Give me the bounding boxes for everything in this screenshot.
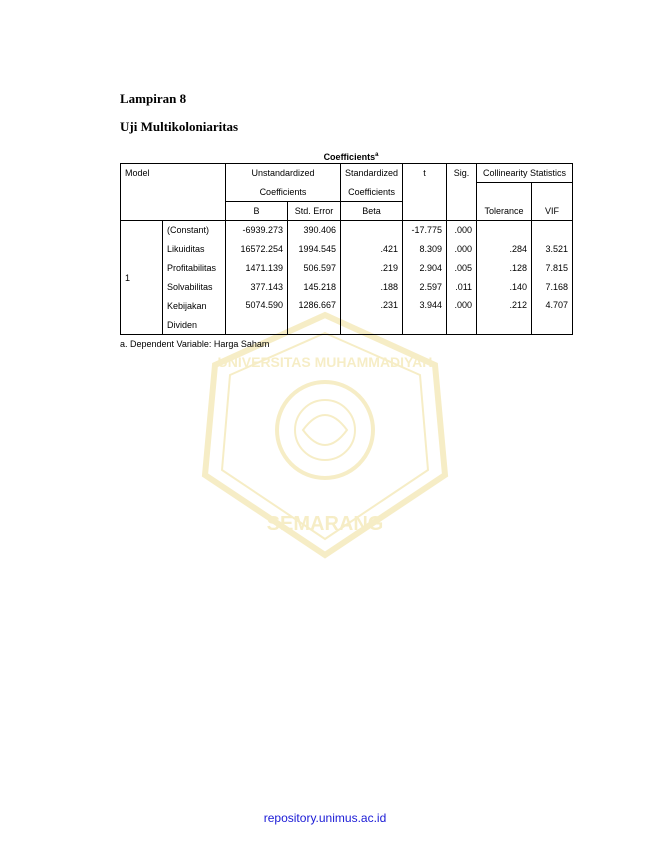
- cell-tolerance: [477, 221, 532, 240]
- cell-vif: 7.815: [532, 259, 573, 278]
- cell-b: 16572.254: [226, 240, 288, 259]
- cell-sig: .011: [447, 278, 477, 297]
- table-row: [121, 221, 573, 240]
- row-label-continued: Dividen: [163, 316, 226, 335]
- table-row: [121, 297, 573, 316]
- cell-vif: [532, 221, 573, 240]
- cell-beta: .219: [341, 259, 403, 278]
- row-label: Kebijakan: [163, 297, 226, 316]
- cell-b: 377.143: [226, 278, 288, 297]
- cell-vif: 3.521: [532, 240, 573, 259]
- cell-beta: [341, 221, 403, 240]
- appendix-heading: Lampiran 8: [120, 91, 187, 106]
- cell-b: 5074.590: [226, 297, 288, 335]
- header-b: B: [226, 202, 288, 221]
- table-row: [121, 278, 573, 297]
- header-collinearity: Collinearity Statistics: [477, 164, 573, 183]
- cell-vif: 4.707: [532, 297, 573, 335]
- repository-link[interactable]: repository.unimus.ac.id: [263, 811, 387, 825]
- cell-beta: .421: [341, 240, 403, 259]
- cell-se: 506.597: [288, 259, 341, 278]
- cell-sig: .000: [447, 297, 477, 335]
- model-number: 1: [121, 221, 163, 335]
- table-row: [121, 259, 573, 278]
- cell-tolerance: .128: [477, 259, 532, 278]
- cell-sig: .000: [447, 240, 477, 259]
- cell-beta: .231: [341, 297, 403, 335]
- cell-tolerance: .140: [477, 278, 532, 297]
- cell-se: 145.218: [288, 278, 341, 297]
- table-title-superscript: a: [375, 152, 379, 158]
- cell-sig: .005: [447, 259, 477, 278]
- cell-tolerance: .212: [477, 297, 532, 335]
- header-tolerance: Tolerance: [477, 202, 532, 221]
- header-unstandardized: Unstandardized: [226, 164, 341, 183]
- cell-tolerance: .284: [477, 240, 532, 259]
- cell-vif: 7.168: [532, 278, 573, 297]
- cell-t: -17.775: [403, 221, 447, 240]
- cell-t: 8.309: [403, 240, 447, 259]
- header-standardized-line2: Coefficients: [341, 183, 403, 202]
- header-beta: Beta: [341, 202, 403, 221]
- cell-t: 3.944: [403, 297, 447, 335]
- row-label: (Constant): [163, 221, 226, 240]
- cell-t: 2.904: [403, 259, 447, 278]
- cell-beta: .188: [341, 278, 403, 297]
- cell-sig: .000: [447, 221, 477, 240]
- row-label: Profitabilitas: [163, 259, 226, 278]
- cell-b: 1471.139: [226, 259, 288, 278]
- cell-b: -6939.273: [226, 221, 288, 240]
- table-title-text: Coefficients: [323, 152, 376, 162]
- coefficients-table: [120, 163, 573, 335]
- header-vif: VIF: [532, 202, 573, 221]
- header-std-error: Std. Error: [288, 202, 341, 221]
- header-model: Model: [121, 164, 226, 183]
- table-row: [121, 240, 573, 259]
- cell-t: 2.597: [403, 278, 447, 297]
- header-sig: Sig.: [447, 164, 477, 183]
- table-footnote: a. Dependent Variable: Harga Saham: [120, 339, 270, 349]
- cell-se: 1994.545: [288, 240, 341, 259]
- watermark-text-top: UNIVERSITAS MUHAMMADIYAH: [217, 354, 433, 370]
- header-standardized: Standardized: [341, 164, 403, 183]
- section-heading: Uji Multikoloniaritas: [120, 119, 239, 134]
- cell-se: 1286.667: [288, 297, 341, 335]
- header-unstandardized-line2: Coefficients: [226, 183, 341, 202]
- table-title: [120, 152, 582, 162]
- watermark-text-bottom: SEMARANG: [266, 513, 384, 535]
- row-label: Likuiditas: [163, 240, 226, 259]
- cell-se: 390.406: [288, 221, 341, 240]
- row-label: Solvabilitas: [163, 278, 226, 297]
- header-t: t: [403, 164, 447, 183]
